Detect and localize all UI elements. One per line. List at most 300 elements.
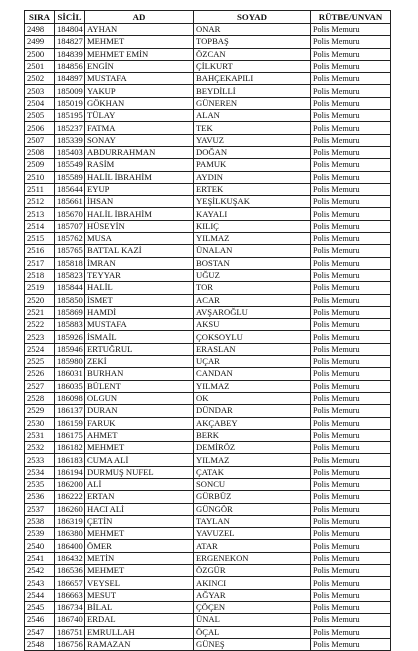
sira-cell: 2510 [25,171,55,183]
sicil-cell: 185339 [55,134,85,146]
sicil-cell: 184897 [55,73,85,85]
rutbe-cell: Polis Memuru [311,282,391,294]
sira-cell: 2513 [25,208,55,220]
soyad-cell: GÜNEŞ [194,638,311,650]
ad-cell: EYUP [85,183,194,195]
personnel-list-page [24,10,390,651]
soyad-cell: DÜNDAR [194,405,311,417]
sicil-cell: 185589 [55,171,85,183]
rutbe-cell: Polis Memuru [311,171,391,183]
ad-cell: CUMA ALİ [85,454,194,466]
ad-cell: RAMAZAN [85,638,194,650]
rutbe-cell: Polis Memuru [311,233,391,245]
ad-cell: ERDAL [85,614,194,626]
table-row [25,294,391,306]
table-row [25,478,391,490]
rutbe-cell: Polis Memuru [311,429,391,441]
sicil-cell: 186194 [55,466,85,478]
sira-cell: 2544 [25,589,55,601]
soyad-cell: UĞUZ [194,269,311,281]
table-row [25,171,391,183]
sira-cell: 2522 [25,319,55,331]
soyad-cell: DOĞAN [194,146,311,158]
sira-cell: 2503 [25,85,55,97]
rutbe-cell: Polis Memuru [311,306,391,318]
sira-cell: 2537 [25,503,55,515]
sira-cell: 2505 [25,110,55,122]
table-row [25,134,391,146]
sira-cell: 2520 [25,294,55,306]
ad-cell: RASİM [85,159,194,171]
ad-cell: ERTAN [85,491,194,503]
table-row [25,85,391,97]
sicil-cell: 185844 [55,282,85,294]
rutbe-cell: Polis Memuru [311,515,391,527]
sicil-cell: 185009 [55,85,85,97]
rutbe-cell: Polis Memuru [311,442,391,454]
ad-cell: ÖMER [85,540,194,552]
personnel-table [24,10,391,651]
sira-cell: 2528 [25,392,55,404]
rutbe-cell: Polis Memuru [311,183,391,195]
sicil-cell: 185823 [55,269,85,281]
soyad-cell: ERTEK [194,183,311,195]
ad-cell: AHMET [85,429,194,441]
sira-cell: 2516 [25,245,55,257]
soyad-cell: YILMAZ [194,454,311,466]
sira-cell: 2547 [25,626,55,638]
sira-cell: 2509 [25,159,55,171]
sira-cell: 2519 [25,282,55,294]
rutbe-cell: Polis Memuru [311,245,391,257]
table-row [25,577,391,589]
soyad-cell: BOSTAN [194,257,311,269]
ad-cell: MEHMET [85,565,194,577]
table-row [25,515,391,527]
sira-cell: 2506 [25,122,55,134]
table-row [25,343,391,355]
ad-cell: ABDURRAHMAN [85,146,194,158]
sira-cell: 2502 [25,73,55,85]
soyad-cell: YILMAZ [194,380,311,392]
sicil-cell: 186137 [55,405,85,417]
soyad-cell: TAYLAN [194,515,311,527]
table-row [25,540,391,552]
soyad-cell: AYDIN [194,171,311,183]
table-row [25,306,391,318]
rutbe-cell: Polis Memuru [311,36,391,48]
sicil-cell: 186200 [55,478,85,490]
soyad-cell: ALAN [194,110,311,122]
rutbe-cell: Polis Memuru [311,85,391,97]
rutbe-cell: Polis Memuru [311,24,391,36]
ad-cell: HAMDİ [85,306,194,318]
rutbe-cell: Polis Memuru [311,73,391,85]
ad-cell: FARUK [85,417,194,429]
sicil-cell: 186400 [55,540,85,552]
soyad-cell: BEYDİLLİ [194,85,311,97]
table-row [25,196,391,208]
rutbe-cell: Polis Memuru [311,454,391,466]
sira-cell: 2534 [25,466,55,478]
table-row [25,245,391,257]
ad-cell: MEHMET [85,442,194,454]
sira-cell: 2508 [25,146,55,158]
soyad-cell: DEMİRÖZ [194,442,311,454]
ad-cell: MUSA [85,233,194,245]
ad-cell: MESUT [85,589,194,601]
soyad-cell: TOPBAŞ [194,36,311,48]
table-row [25,319,391,331]
table-row [25,405,391,417]
soyad-cell: YILMAZ [194,233,311,245]
table-row [25,60,391,72]
rutbe-cell: Polis Memuru [311,146,391,158]
table-row [25,528,391,540]
soyad-cell: YAVUZEL [194,528,311,540]
rutbe-cell: Polis Memuru [311,48,391,60]
sira-cell: 2515 [25,233,55,245]
table-row [25,368,391,380]
ad-cell: HACI ALİ [85,503,194,515]
sicil-cell: 185765 [55,245,85,257]
table-row [25,601,391,613]
rutbe-cell: Polis Memuru [311,331,391,343]
ad-cell: İMRAN [85,257,194,269]
ad-cell: EMRULLAH [85,626,194,638]
table-row [25,638,391,650]
sira-cell: 2545 [25,601,55,613]
table-row [25,110,391,122]
ad-cell: ERTUĞRUL [85,343,194,355]
sira-cell: 2518 [25,269,55,281]
ad-cell: DURMUŞ NUFEL [85,466,194,478]
rutbe-cell: Polis Memuru [311,601,391,613]
rutbe-cell: Polis Memuru [311,122,391,134]
ad-cell: MUSTAFA [85,319,194,331]
ad-cell: HALİL [85,282,194,294]
rutbe-cell: Polis Memuru [311,368,391,380]
soyad-cell: ATAR [194,540,311,552]
table-row [25,356,391,368]
soyad-cell: TEK [194,122,311,134]
table-row [25,392,391,404]
ad-cell: MEHMET [85,36,194,48]
table-row [25,614,391,626]
sicil-cell: 185661 [55,196,85,208]
rutbe-cell: Polis Memuru [311,269,391,281]
ad-cell: BURHAN [85,368,194,380]
soyad-cell: AĞYAR [194,589,311,601]
ad-cell: SONAY [85,134,194,146]
sicil-cell: 184839 [55,48,85,60]
rutbe-cell: Polis Memuru [311,417,391,429]
table-row [25,97,391,109]
sira-cell: 2531 [25,429,55,441]
ad-cell: VEYSEL [85,577,194,589]
table-row [25,565,391,577]
ad-cell: ALİ [85,478,194,490]
sira-cell: 2498 [25,24,55,36]
soyad-cell: AKSU [194,319,311,331]
soyad-cell: CANDAN [194,368,311,380]
sicil-cell: 186098 [55,392,85,404]
soyad-cell: AVŞAROĞLU [194,306,311,318]
rutbe-cell: Polis Memuru [311,503,391,515]
sicil-cell: 186182 [55,442,85,454]
sicil-cell: 186740 [55,614,85,626]
ad-cell: AYHAN [85,24,194,36]
sira-cell: 2539 [25,528,55,540]
rutbe-cell: Polis Memuru [311,257,391,269]
sicil-cell: 186756 [55,638,85,650]
sicil-cell: 186260 [55,503,85,515]
table-row [25,442,391,454]
sicil-cell: 186222 [55,491,85,503]
table-row [25,159,391,171]
sira-cell: 2532 [25,442,55,454]
sicil-cell: 186159 [55,417,85,429]
sira-cell: 2542 [25,565,55,577]
table-row [25,503,391,515]
rutbe-cell: Polis Memuru [311,565,391,577]
soyad-cell: ÜNAL [194,614,311,626]
ad-cell: ENGİN [85,60,194,72]
sicil-cell: 186432 [55,552,85,564]
soyad-cell: ÇATAK [194,466,311,478]
soyad-cell: PAMUK [194,159,311,171]
sira-cell: 2535 [25,478,55,490]
sira-cell: 2546 [25,614,55,626]
rutbe-cell: Polis Memuru [311,638,391,650]
ad-cell: ÇETİN [85,515,194,527]
rutbe-cell: Polis Memuru [311,110,391,122]
ad-cell: HALİL İBRAHİM [85,208,194,220]
table-row [25,183,391,195]
sira-cell: 2500 [25,48,55,60]
sicil-cell: 186751 [55,626,85,638]
sicil-cell: 185926 [55,331,85,343]
ad-cell: YAKUP [85,85,194,97]
sira-cell: 2540 [25,540,55,552]
soyad-cell: ÜNALAN [194,245,311,257]
ad-cell: HÜSEYİN [85,220,194,232]
sira-cell: 2499 [25,36,55,48]
soyad-cell: ÇÖÇEN [194,601,311,613]
soyad-cell: YAVUZ [194,134,311,146]
soyad-cell: SONCU [194,478,311,490]
sicil-cell: 185549 [55,159,85,171]
sira-cell: 2529 [25,405,55,417]
sira-cell: 2526 [25,368,55,380]
sira-cell: 2507 [25,134,55,146]
ad-cell: MEHMET [85,528,194,540]
sira-cell: 2541 [25,552,55,564]
soyad-cell: BERK [194,429,311,441]
table-row [25,220,391,232]
sicil-cell: 185883 [55,319,85,331]
sicil-cell: 185195 [55,110,85,122]
ad-cell: İSMAİL [85,331,194,343]
rutbe-cell: Polis Memuru [311,319,391,331]
rutbe-cell: Polis Memuru [311,97,391,109]
ad-cell: HALİL İBRAHİM [85,171,194,183]
rutbe-cell: Polis Memuru [311,552,391,564]
rutbe-cell: Polis Memuru [311,220,391,232]
table-row [25,429,391,441]
rutbe-cell: Polis Memuru [311,380,391,392]
table-row [25,454,391,466]
ad-cell: GÖKHAN [85,97,194,109]
table-body [25,24,391,651]
sicil-cell: 185946 [55,343,85,355]
sira-cell: 2512 [25,196,55,208]
soyad-cell: ERGENEKON [194,552,311,564]
sicil-cell: 186657 [55,577,85,589]
soyad-cell: TOR [194,282,311,294]
table-row [25,466,391,478]
table-row [25,36,391,48]
sicil-cell: 185850 [55,294,85,306]
rutbe-cell: Polis Memuru [311,356,391,368]
table-row [25,626,391,638]
table-row [25,589,391,601]
soyad-cell: UÇAR [194,356,311,368]
ad-cell: BATTAL KAZİ [85,245,194,257]
sira-cell: 2501 [25,60,55,72]
table-row [25,380,391,392]
soyad-cell: YEŞİLKUŞAK [194,196,311,208]
table-row [25,122,391,134]
table-row [25,257,391,269]
rutbe-cell: Polis Memuru [311,540,391,552]
soyad-cell: KILIÇ [194,220,311,232]
table-row [25,269,391,281]
sira-cell: 2524 [25,343,55,355]
soyad-cell: AKINCI [194,577,311,589]
sicil-cell: 185707 [55,220,85,232]
sicil-cell: 185670 [55,208,85,220]
ad-cell: TEYYAR [85,269,194,281]
sira-cell: 2527 [25,380,55,392]
sicil-cell: 186183 [55,454,85,466]
header-sira: SIRA [25,11,55,24]
table-row [25,48,391,60]
table-row [25,146,391,158]
rutbe-cell: Polis Memuru [311,60,391,72]
sicil-cell: 186734 [55,601,85,613]
soyad-cell: AKÇABEY [194,417,311,429]
table-row [25,282,391,294]
rutbe-cell: Polis Memuru [311,294,391,306]
sira-cell: 2536 [25,491,55,503]
header-soyad: SOYAD [194,11,311,24]
sicil-cell: 186031 [55,368,85,380]
soyad-cell: GÜNEREN [194,97,311,109]
table-row [25,331,391,343]
rutbe-cell: Polis Memuru [311,208,391,220]
rutbe-cell: Polis Memuru [311,614,391,626]
rutbe-cell: Polis Memuru [311,392,391,404]
sicil-cell: 186319 [55,515,85,527]
header-sicil: SİCİL [55,11,85,24]
sira-cell: 2521 [25,306,55,318]
header-rutbe-unvan: RÜTBE/UNVAN [311,11,391,24]
ad-cell: OLGUN [85,392,194,404]
table-row [25,491,391,503]
rutbe-cell: Polis Memuru [311,589,391,601]
header-ad: AD [85,11,194,24]
sira-cell: 2525 [25,356,55,368]
soyad-cell: ÖZCAN [194,48,311,60]
rutbe-cell: Polis Memuru [311,528,391,540]
sicil-cell: 185762 [55,233,85,245]
sicil-cell: 186175 [55,429,85,441]
table-row [25,208,391,220]
sira-cell: 2523 [25,331,55,343]
sira-cell: 2514 [25,220,55,232]
sira-cell: 2511 [25,183,55,195]
rutbe-cell: Polis Memuru [311,134,391,146]
sicil-cell: 185869 [55,306,85,318]
rutbe-cell: Polis Memuru [311,405,391,417]
sira-cell: 2504 [25,97,55,109]
soyad-cell: OK [194,392,311,404]
sicil-cell: 185403 [55,146,85,158]
table-row [25,417,391,429]
rutbe-cell: Polis Memuru [311,478,391,490]
sira-cell: 2530 [25,417,55,429]
ad-cell: MEHMET EMİN [85,48,194,60]
soyad-cell: ERASLAN [194,343,311,355]
sicil-cell: 185237 [55,122,85,134]
ad-cell: METİN [85,552,194,564]
rutbe-cell: Polis Memuru [311,196,391,208]
header-row [25,11,391,24]
rutbe-cell: Polis Memuru [311,343,391,355]
sicil-cell: 186663 [55,589,85,601]
ad-cell: BÜLENT [85,380,194,392]
soyad-cell: ACAR [194,294,311,306]
soyad-cell: ÖZGÜR [194,565,311,577]
soyad-cell: ONAR [194,24,311,36]
ad-cell: ZEKİ [85,356,194,368]
rutbe-cell: Polis Memuru [311,577,391,589]
soyad-cell: BAHÇEKAPILI [194,73,311,85]
ad-cell: BİLAL [85,601,194,613]
sicil-cell: 186380 [55,528,85,540]
soyad-cell: GÜRBÜZ [194,491,311,503]
soyad-cell: ÇOKSOYLU [194,331,311,343]
sira-cell: 2548 [25,638,55,650]
sira-cell: 2538 [25,515,55,527]
ad-cell: İHSAN [85,196,194,208]
rutbe-cell: Polis Memuru [311,159,391,171]
sicil-cell: 184804 [55,24,85,36]
sicil-cell: 185818 [55,257,85,269]
rutbe-cell: Polis Memuru [311,491,391,503]
table-row [25,233,391,245]
sicil-cell: 184856 [55,60,85,72]
sira-cell: 2533 [25,454,55,466]
soyad-cell: GÜNGÖR [194,503,311,515]
rutbe-cell: Polis Memuru [311,626,391,638]
sicil-cell: 185980 [55,356,85,368]
soyad-cell: ÇİLKURT [194,60,311,72]
ad-cell: MUSTAFA [85,73,194,85]
sicil-cell: 186035 [55,380,85,392]
table-row [25,552,391,564]
